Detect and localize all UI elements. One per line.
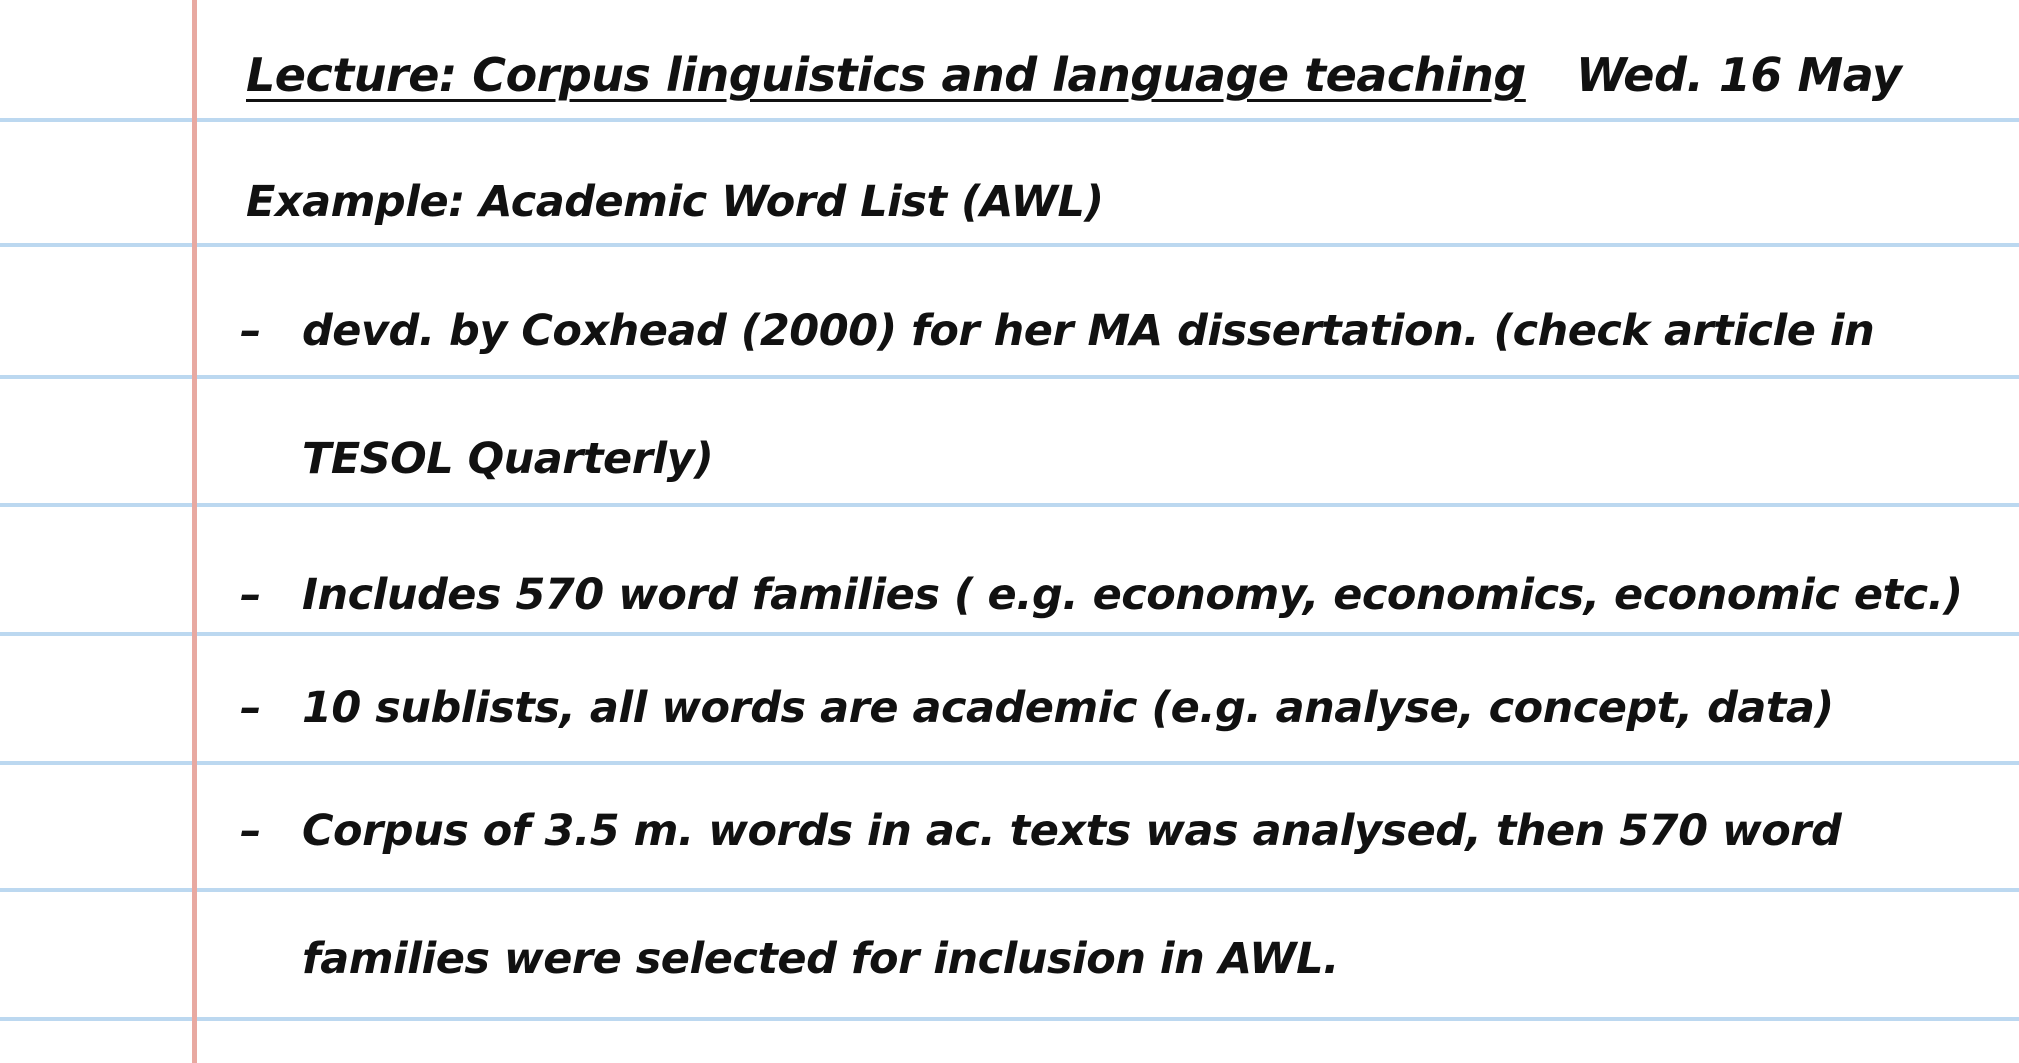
bullet-dash: – [240,306,261,356]
note-line-corpus-2 [240,934,1339,984]
note-line-text: 10 sublists, all words are academic (e.g. analyse, concept, data) [302,683,1834,733]
bullet-dash: – [240,570,261,620]
note-line-corpus-1 [240,806,1841,856]
note-line-families [240,570,1963,620]
note-line-text: Includes 570 word families ( e.g. economy, economics, economic etc.) [302,570,1963,620]
note-date: Wed. 16 May [1576,48,1902,102]
note-line-sublists [240,683,1834,733]
note-line-text: devd. by Coxhead (2000) for her MA dissertation. (check article in [302,306,1875,356]
note-title [246,48,1526,102]
note-line-text: TESOL Quarterly) [302,434,714,484]
note-line-text: Corpus of 3.5 m. words in ac. texts was analysed, then 570 word [302,806,1842,856]
note-line-text: Example: Academic Word List (AWL) [246,177,1104,227]
note-line-example [246,177,1104,227]
note-title-text: Lecture: Corpus linguistics and language teaching [246,48,1526,102]
note-line-text: families were selected for inclusion in AWL. [302,934,1339,984]
bullet-dash: – [240,683,261,733]
bullet-dash: – [240,806,261,856]
note-line-coxhead-2 [240,434,713,484]
note-line-coxhead-1 [240,306,1874,356]
